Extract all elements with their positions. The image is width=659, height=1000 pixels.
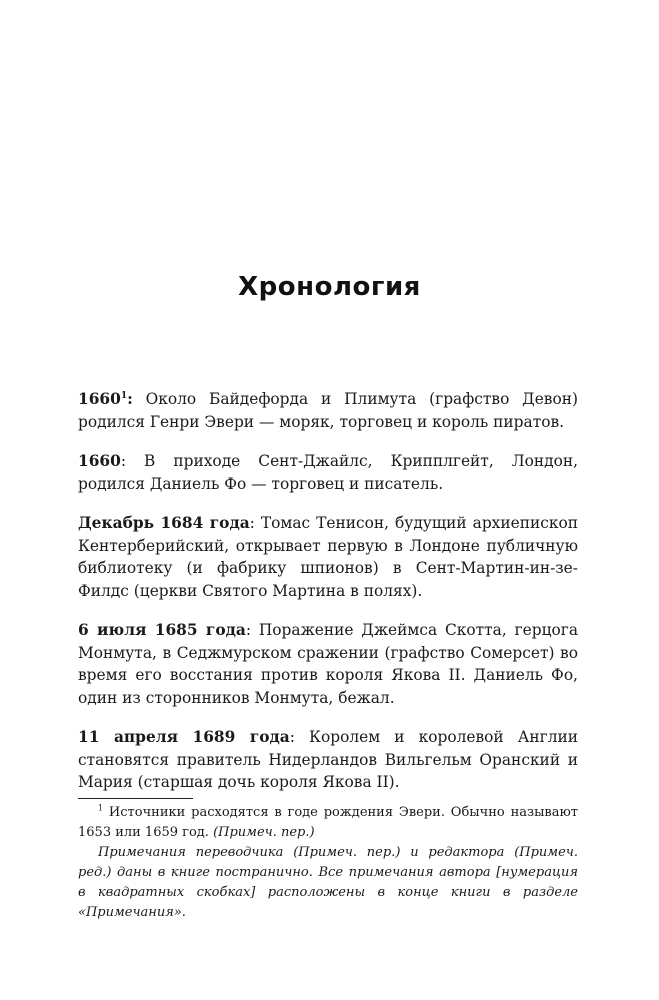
chronology-entry: [78, 450, 578, 495]
entry-date: 6 июля 1685 года: [78, 621, 246, 639]
entry-date: Декабрь 1684 года: [78, 514, 250, 532]
entry-date: 1660: [78, 452, 121, 470]
chapter-title: Хронология: [238, 272, 421, 302]
chronology-entry: [78, 619, 578, 709]
chronology-entry: [78, 512, 578, 602]
footnote-1: [78, 803, 578, 843]
entry-text: Около Байдефорда и Плимута (графство Девон) родился Генри Эвери — моряк, торговец и король пиратов.: [78, 390, 578, 431]
footnotes-section: [78, 803, 578, 923]
footnote-marker[interactable]: 1: [120, 390, 128, 401]
entry-text: : Томас Тенисон, будущий архиепископ Кентерберийский, открывает первую в Лондоне публичную библиотеку (и фабрику шпионов) в Сент-Мартин-ин-зе-Филдс (церкви Святого Мартина в полях).: [78, 514, 578, 600]
entry-text: : Поражение Джеймса Скотта, герцога Монмута, в Седжмурском сражении (графство Сомерсет) во время его восстания против короля Якова II. Даниель Фо, один из сторонников Монмута, бежал.: [78, 621, 578, 707]
footnote-divider: [78, 798, 193, 799]
entry-text: : Королем и королевой Англии становятся правитель Нидерландов Вильгельм Оранский и Мария (старшая дочь короля Якова II).: [78, 728, 578, 791]
chronology-entry: [78, 726, 578, 794]
editorial-note: Примечания переводчика (Примеч. пер.) и редактора (Примеч. ред.) даны в книге постранично. Все примечания автора [нумерация в квадратных скобках] расположены в конце книги в разделе «Примечания».: [78, 845, 578, 920]
chronology-list: [78, 388, 578, 811]
footnote-note-label: (Примеч. пер.): [213, 825, 315, 840]
footnote-number: 1: [98, 803, 104, 813]
entry-text: : В приходе Сент-Джайлс, Крипплгейт, Лондон, родился Даниель Фо — торговец и писатель.: [78, 452, 578, 493]
footnote-text: Источники расходятся в годе рождения Эвери. Обычно называют 1653 или 1659 год.: [78, 805, 578, 840]
chronology-entry: [78, 388, 578, 433]
entry-date: 1660$^1$:: [78, 390, 133, 408]
entry-date: 11 апреля 1689 года: [78, 728, 290, 746]
